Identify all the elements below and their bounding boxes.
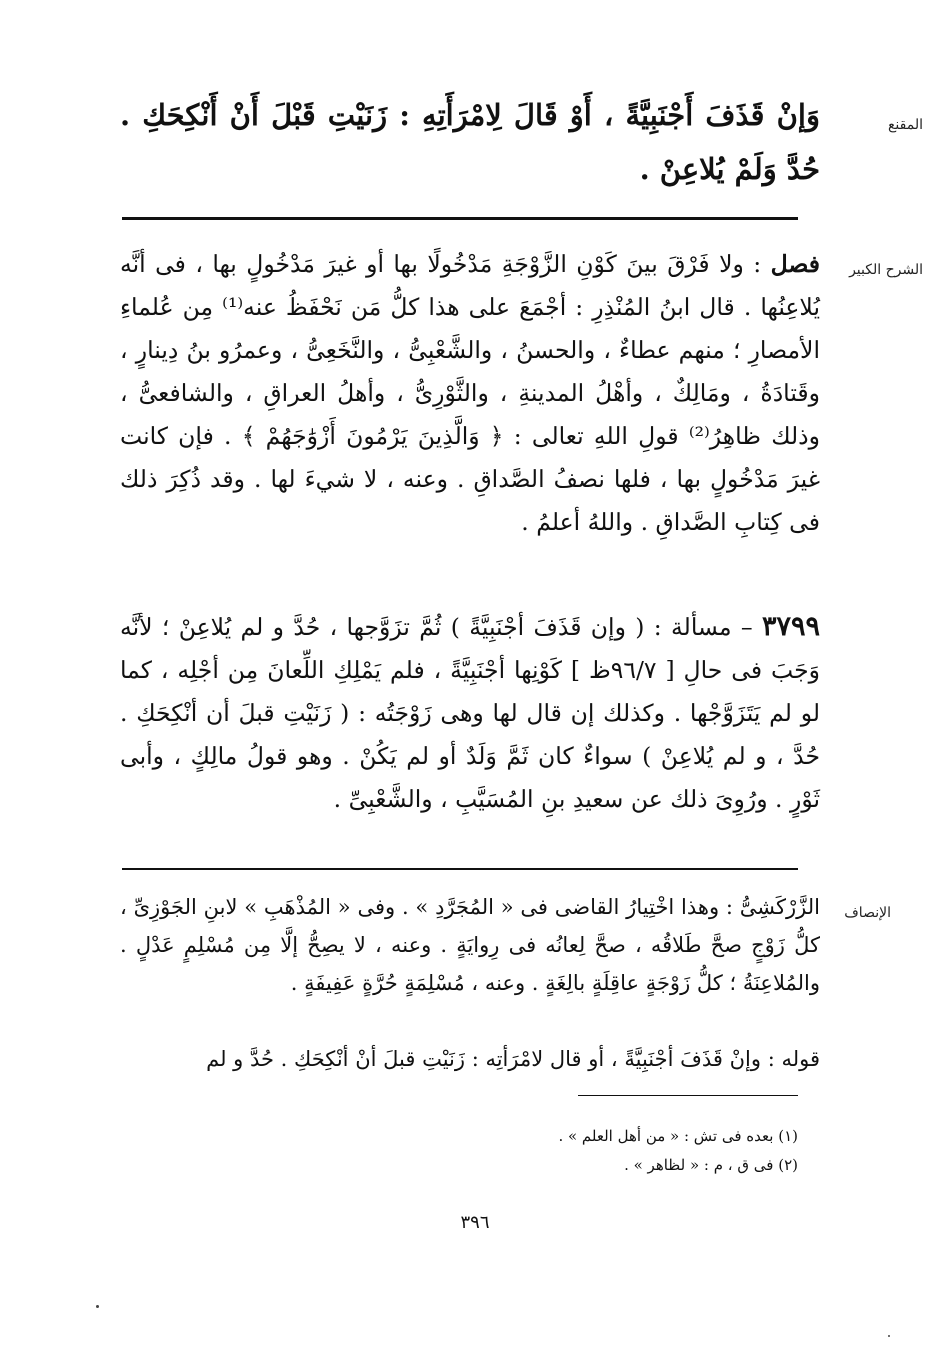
footnote-1: (١) بعده فى تش : « من أهل العلم » . bbox=[558, 1127, 798, 1145]
label-sharh: الشرح الكبير bbox=[849, 262, 923, 278]
insaf-text: الزَّرْكَشِىُّ : وهذا اخْتِيارُ القاضى فى « المُجَرَّدِ » . وفى « المُذْهَبِ » لابنِ الجَوْزِىِّ ، كلُّ زَوْجٍ صحَّ طَلاقُه ، صحَّ لِعانُه فى رِوايَةٍ . وعنه ، لا يصِحُّ إلَّا مِن مُسْلِمٍ عَدْلٍ . والمُلاعِنَةُ ؛ كلُّ زَوْجَةٍ عاقِلَةٍ بالِغَةٍ . وعنه ، مُسْلِمَةٍ حُرَّةٍ عَفِيفَةٍ . bbox=[120, 895, 820, 995]
sharh-body: : ولا فَرْقَ بينَ كَوْنِ الزَّوْجَةِ مَدْخُولًا بها أو غيرَ مَدْخُولٍ بها ، فى أنَّه يُلاعِنُها . قال ابنُ المُنْذِرِ : أجْمَعَ على هذا كلُّ مَن نَحْفَظُ عنه⁽¹⁾ مِن عُلماءِ الأمصارِ ؛ منهم عطاءٌ ، والحسنُ ، والشَّعْبِىُّ ، والنَّخَعِىُّ ، وعمرُو بنُ دِينارٍ ، وقَتادَةُ ، ومَالِكٌ ، وأهْلُ المدينةِ ، والثَّوْرِىُّ ، وأهلُ العراقِ ، والشافعىُّ ، وذلك ظاهِرُ⁽²⁾ قولِ اللهِ تعالى : ﴿ وَالَّذِينَ يَرْمُونَ أَزْوَٰجَهُمْ ﴾ . فإن كانت غيرَ مَدْخُولٍ بها ، فلها نصفُ الصَّداقِ . وعنه ، لا شيءَ لها . وقد ذُكِرَ ذلك فى كِتابِ الصَّداقِ . واللهُ أعلمُ . bbox=[120, 250, 820, 536]
masala-text bbox=[120, 605, 820, 821]
insaf-qawluh: قوله : وإنْ قَذَفَ أجْنَبِيَّةً ، أو قال لامْرَأتِه : زَنَيْتِ قبلَ أنْ أنْكِحَكِ . حُدَّ و لم bbox=[206, 1047, 820, 1071]
page-number: ٣٩٦ bbox=[460, 1212, 490, 1233]
masala-number: ٣٧٩٩ bbox=[761, 611, 820, 642]
masala-body: – مسألة : ( وإن قَذَفَ أجْنَبِيَّةً ) ثُمَّ تزَوَّجها ، حُدَّ و لم يُلاعِنْ ؛ لأنَّه وَجَبَ فى حالِ [ ٩٦/٧ظ ] كَوْنِها أجْنَبِيَّةً ، فلم يَمْلِكِ اللِّعانَ مِن أجْلِه ، كما لو لم يَتَزَوَّجْها . وكذلك إن قال لها وهى زَوْجَتُه : ( زَنَيْتِ قبلَ أن أنْكِحَكِ . حُدَّ ، و لم يُلاعِنْ ) سواءٌ كان ثَمَّ وَلَدٌ أو لم يَكُنْ . وهو قولُ مالِكٍ ، وأبى ثَوْرٍ . ورُوِىَ ذلك عن سعيدِ بنِ المُسَيَّبِ ، والشَّعْبِىِّ . bbox=[120, 613, 820, 813]
muqni-text: وَإنْ قَذَفَ أَجْنَبِيَّةً ، أَوْ قَالَ لِامْرَأَتِهِ : زَنَيْتِ قَبْلَ أَنْ أَنْكِحَكِ . حُدَّ وَلَمْ يُلاعِنْ . bbox=[120, 98, 820, 186]
footnote-divider bbox=[578, 1095, 798, 1096]
section-divider-thin bbox=[122, 868, 798, 870]
label-insaf: الإنصاف bbox=[844, 905, 891, 921]
sharh-text bbox=[120, 243, 820, 544]
section-divider-thick bbox=[122, 217, 798, 220]
label-muqni: المقنع bbox=[887, 117, 923, 133]
fasl-heading: فصل bbox=[770, 250, 820, 278]
scan-speck bbox=[96, 1305, 99, 1308]
footnote-2: (٢) فى ق ، م : « لظاهر » . bbox=[624, 1156, 798, 1174]
scan-speck bbox=[888, 1335, 890, 1337]
